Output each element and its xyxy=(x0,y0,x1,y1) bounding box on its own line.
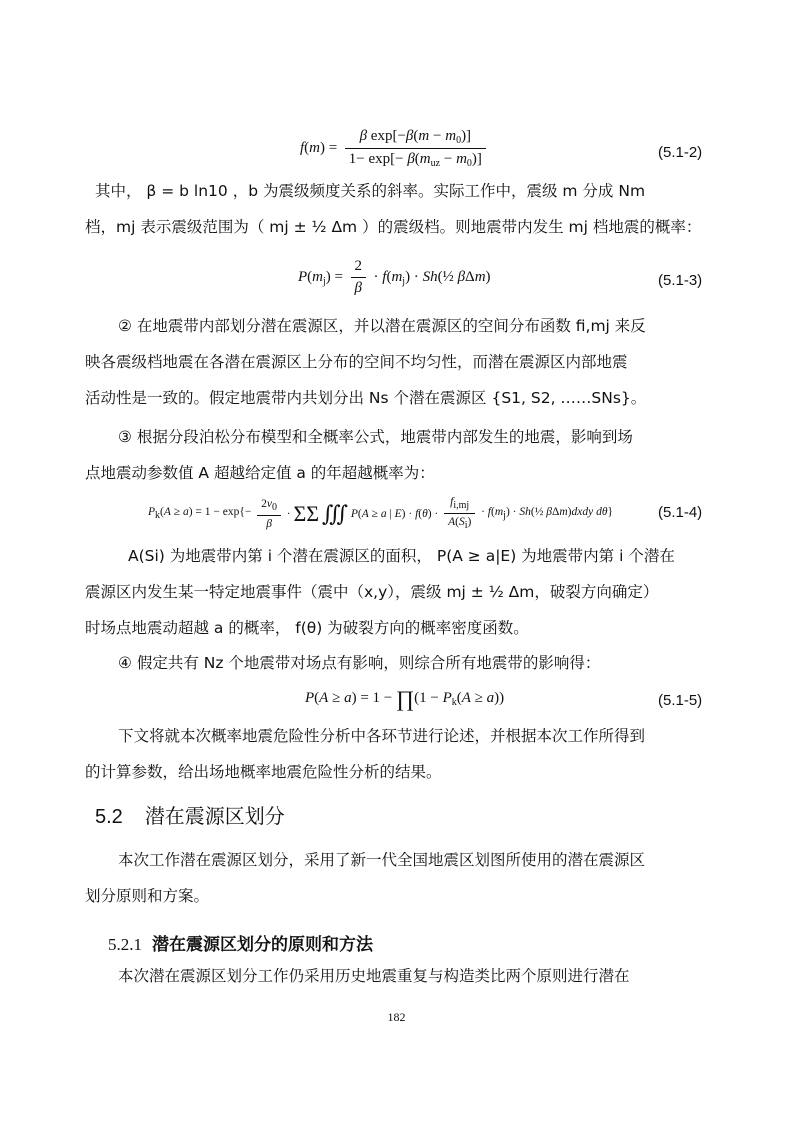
page-number: 182 xyxy=(387,1010,406,1024)
section-title: 潜在震源区划分 xyxy=(144,804,285,828)
paragraph-line: 其中， β = b ln10 ，b 为震级频度关系的斜率。实际工作中，震级 m 分成 Nm xyxy=(95,182,646,200)
paragraph-line: 震源区内发生某一特定地震事件（震中（x,y），震级 mj ± ½ Δm，破裂方向确定） xyxy=(85,583,659,601)
subsection-number: 5.2.1 xyxy=(108,935,142,954)
paragraph-line: ③ 根据分段泊松分布模型和全概率公式，地震带内部发生的地震，影响到场 xyxy=(118,428,633,446)
equation-number-5-1-5: (5.1-5) xyxy=(658,692,703,709)
paragraph-line: 映各震级档地震在各潜在震源区上分布的空间不均匀性，而潜在震源区内部地震 xyxy=(85,353,628,371)
equation-5-1-5: P(A ≥ a) = 1 − ∏(1 − $P_k(A \ge a)$) xyxy=(305,686,505,711)
subsection-title: 潜在震源区划分的原则和方法 xyxy=(152,935,373,955)
paragraph-line: 活动性是一致的。假定地震带内共划分出 Ns 个潜在震源区 {S1, S2, ……SNs}。 xyxy=(85,389,647,407)
equation-number-5-1-3: (5.1-3) xyxy=(658,272,703,289)
paragraph-line: 下文将就本次概率地震危险性分析中各环节进行论述，并根据本次工作所得到 xyxy=(118,727,646,745)
paragraph-line: 本次工作潜在震源区划分，采用了新一代全国地震区划图所使用的潜在震源区 xyxy=(118,851,646,869)
paragraph-line: 的计算参数，给出场地概率地震危险性分析的结果。 xyxy=(85,763,442,781)
paragraph-line: 档，mj 表示震级范围为（ mj ± ½ Δm ）的震级档。则地震带内发生 mj 档地震的概率： xyxy=(85,218,702,236)
paragraph-line: 时场点地震动超越 a 的概率， f(θ) 为破裂方向的概率密度函数。 xyxy=(85,619,529,637)
paragraph-line: 点地震动参数值 A 超越给定值 a 的年超越概率为： xyxy=(85,464,435,482)
paragraph-line: A(Si) 为地震带内第 i 个潜在震源区的面积， P(A ≥ a|E) 为地震带内第 i 个潜在 xyxy=(128,547,675,565)
paragraph-line: 划分原则和方案。 xyxy=(85,887,210,905)
equation-5-1-4: $P_k(A \ge a) = 1 - \exp\{-$ $\frac{2\nu_0}{\beta}$ · ΣΣ ∭ P(A ≥ a | E) · f(θ) · $\frac{f_{i,mj}}{A(S_i)}$ · $f(m_j)$ · Sh(½ βΔm)dxdy dθ} xyxy=(148,496,614,531)
equation-5-1-3: $P(m_j)$ = $\frac{2}{\beta}$ · $f(m_j)$ · Sh(½ βΔm) xyxy=(298,258,491,296)
equation-number-5-1-4: (5.1-4) xyxy=(658,504,703,521)
section-heading-5-2-1 xyxy=(108,930,373,955)
equation-number-5-1-2: (5.1-2) xyxy=(658,144,703,161)
section-heading-5-2 xyxy=(95,800,285,829)
paragraph-line: ② 在地震带内部划分潜在震源区，并以潜在震源区的空间分布函数 fi,mj 来反 xyxy=(118,317,646,335)
section-number: 5.2 xyxy=(95,806,123,828)
equation-5-1-2: f(m) = $\frac{\beta \exp[-\beta(m - m_0)]}{1- \exp[- \beta(m_{uz} - m_0)]}$ xyxy=(300,128,486,169)
paragraph-line: ④ 假定共有 Nz 个地震带对场点有影响，则综合所有地震带的影响得： xyxy=(118,654,601,672)
paragraph-line: 本次潜在震源区划分工作仍采用历史地震重复与构造类比两个原则进行潜在 xyxy=(118,967,630,985)
